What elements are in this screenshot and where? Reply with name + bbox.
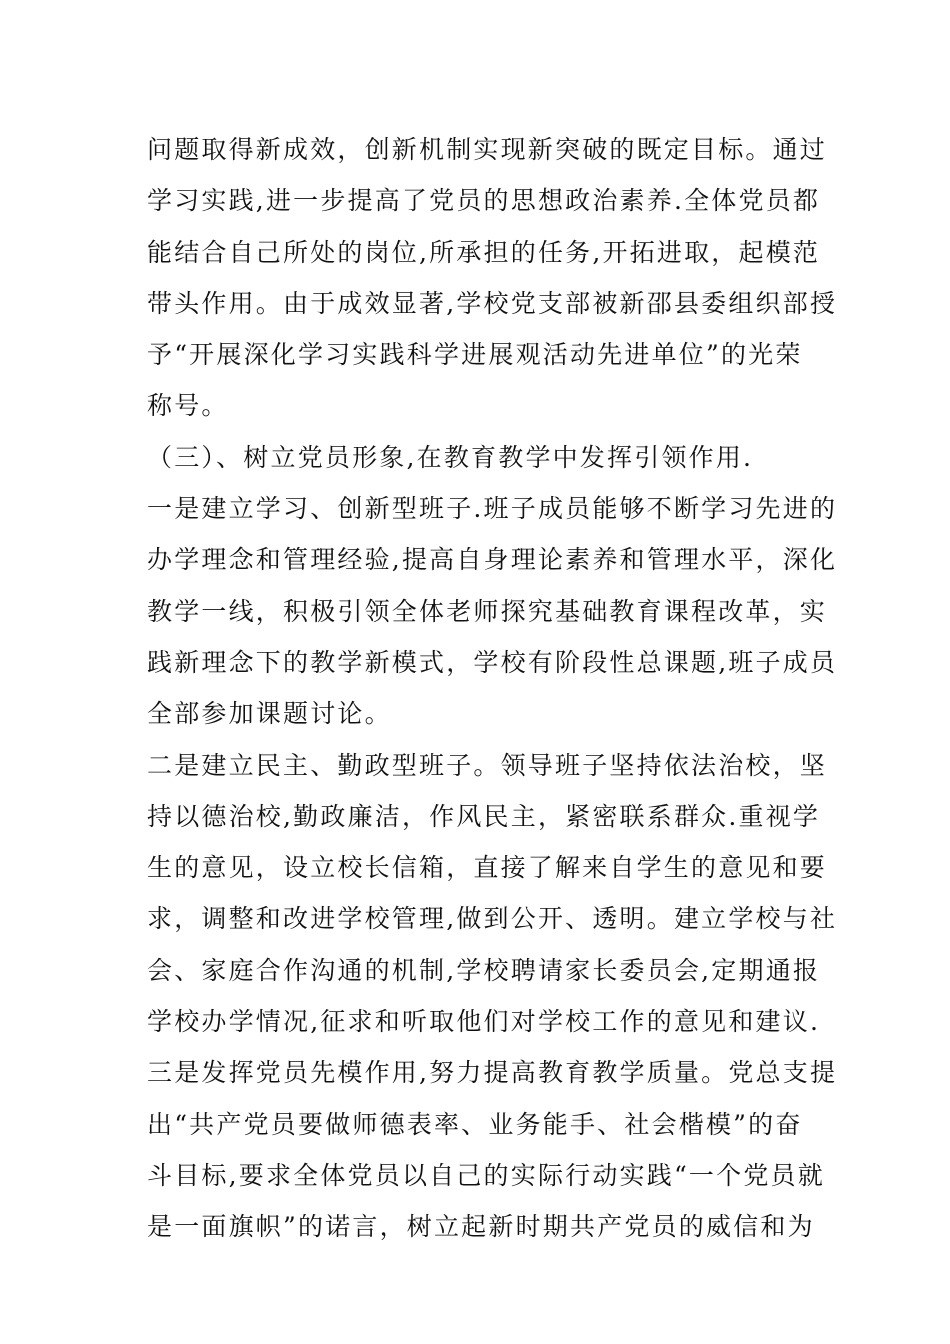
text-line: 一是建立学习、创新型班子.班子成员能够不断学习先进的 <box>147 494 838 524</box>
text-line: 持以德治校,勤政廉洁，作风民主，紧密联系群众.重视学 <box>147 801 821 831</box>
text-line: 二是建立民主、勤政型班子。领导班子坚持依法治校，坚 <box>147 750 828 780</box>
text-line: 三是发挥党员先模作用,努力提高教育教学质量。党总支提 <box>147 1058 838 1088</box>
text-line: 会、家庭合作沟通的机制,学校聘请家长委员会,定期通报 <box>147 955 821 985</box>
text-line: 称号。 <box>147 391 229 421</box>
text-line: 求，调整和改进学校管理,做到公开、透明。建立学校与社 <box>147 904 838 934</box>
text-line: 全部参加课题讨论。 <box>147 699 392 729</box>
text-line: 教学一线，积极引领全体老师探究基础教育课程改革，实 <box>147 596 828 626</box>
text-line: 践新理念下的教学新模式，学校有阶段性总课题,班子成员 <box>147 647 838 677</box>
body-text <box>147 124 838 1253</box>
text-line: 斗目标,要求全体党员以自己的实际行动实践“一个党员就 <box>147 1160 825 1190</box>
text-line: 能结合自己所处的岗位,所承担的任务,开拓进取，起模范 <box>147 237 821 267</box>
text-line: 带头作用。由于成效显著,学校党支部被新邵县委组织部授 <box>147 288 838 318</box>
section-heading: （三）、树立党员形象,在教育教学中发挥引领作用. <box>147 442 754 472</box>
text-line: 予“开展深化学习实践科学进展观活动先进单位”的光荣 <box>147 340 803 370</box>
text-line: 生的意见，设立校长信箱，直接了解来自学生的意见和要 <box>147 853 828 883</box>
text-line: 是一面旗帜”的诺言，树立起新时期共产党员的威信和为 <box>147 1212 815 1242</box>
text-line: 学习实践,进一步提高了党员的思想政治素养.全体党员都 <box>147 186 821 216</box>
text-line: 办学理念和管理经验,提高自身理论素养和管理水平，深化 <box>147 545 838 575</box>
text-line: 问题取得新成效，创新机制实现新突破的既定目标。通过 <box>147 135 828 164</box>
text-line: 出“共产党员要做师德表率、业务能手、社会楷模”的奋 <box>147 1109 803 1139</box>
text-line: 学校办学情况,征求和听取他们对学校工作的意见和建议. <box>147 1007 821 1037</box>
